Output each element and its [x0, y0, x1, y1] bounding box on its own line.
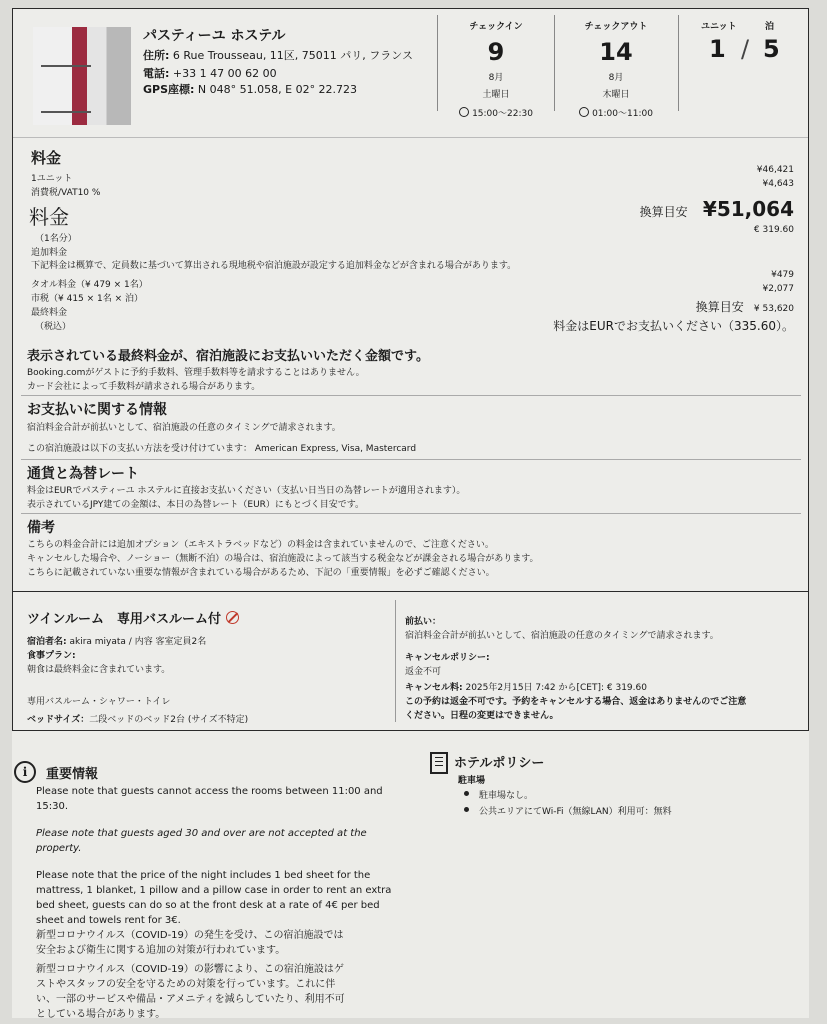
total-label: 料金 — [29, 205, 69, 229]
nights-label: 泊 — [765, 22, 775, 32]
guest-name: 宿泊者名: akira miyata / 内容 客室定員2名 — [27, 637, 207, 647]
policy-heading: ホテルポリシー — [454, 756, 545, 771]
info-icon: i — [14, 761, 36, 783]
room-details-box: ツインルーム 専用バスルーム付 宿泊者名: akira miyata / 内容 客室定員2名 食事プラン: 朝食は最終料金に含まれています。 専用バスルーム・シャワー・トイレ ベッドサイズ：二段ベッドのベッド2台 (サイズ不特定) 前払い： 宿泊料金合計が前払いとして、宿泊施設の任意のタイミングで請求されます。 キャンセルポリシー: 返金不可 キャンセル料: 2025年2月15日 7:42 から[CET]: € 319.60 この予約は返金不可です。予約をキャンセルする場合、返金はありませんのでご注意 ください。日程の変更はできません。 — [12, 591, 809, 731]
clock-icon — [459, 107, 469, 117]
important-heading: 重要情報 — [46, 767, 99, 782]
hotel-name: パスティーユ ホステル — [143, 28, 286, 44]
no-smoking-icon — [226, 611, 239, 624]
document-icon — [430, 752, 448, 774]
units-value: 1 — [709, 35, 726, 63]
total-price: 換算目安 ¥51,064 — [639, 197, 794, 221]
bed-size: ベッドサイズ：二段ベッドのベッド2台 (サイズ不特定) — [27, 715, 249, 725]
reservation-summary-box: パスティーユ ホステル 住所: 6 Rue Trousseau, 11区, 75011 パリ, フランス 電話: +33 1 47 00 62 00 GPS座標: N 048° 51.058, E 02° 22.723 チェックイン 9 8月 土曜日 15:00～22:30 チェックアウト 14 8月 木曜日 01:00～11:00 ユニット 泊 1 / 5 料金 1ユニット ¥46,421 消費税/VAT10 % ¥4,643 料金 換算目安 ¥51,064 € 319.60 （1名分） 追加料金 下記料金は概算で、定員数に基づいて算出される現地税や宿泊施設が設定する追加料金などが含まれる場合があります。 タオル料金（¥ 479 × 1名） ¥479 市税（¥ 415 × 1名 × 泊） ¥2,077 最終料金 （税込） 換算目安 ¥ 53,620 料金はEURでお支払いください（335.60）。 表示されている最終料金が、宿泊施設にお支払いいただく金額です。 Booking.comがゲストに予約手数料、管理手数料等を請求することはありません。 カード会社によって手数料が請求される場合があります。 お支払いに関する情報 宿泊料金合計が前払いとして、宿泊施設の任意のタイミングで請求されます。 この宿泊施設は以下の支払い方法を受け付けています： American Express, Visa, Mastercard 通貨と為替レート 料金はEURでパスティーユ ホステルに直接お支払いください（支払い日当日の為替レートが適用されます）。 表示されているJPY建ての金額は、本日の為替レート（EUR）にもとづく目安です。 備考 こちらの料金合計には追加オプション（エキストラベッドなど）の料金は含まれていませんので、ご注意ください。 キャンセルした場合や、ノーショー（無断不泊）の場合は、宿泊施設によって該当する税金などが課金される場合があります。 こちらに記載されていない重要な情報が含まれている場合があるため、下記の「重要情報」を必ずご確認ください。 — [12, 8, 809, 592]
policy-item: 公共エリアにてWi-Fi（無線LAN）利用可：無料 — [464, 804, 672, 817]
checkin-block: チェックイン 9 8月 土曜日 15:00～22:30 — [438, 19, 554, 119]
important-body: Please note that guests cannot access the rooms between 11:00 and 15:30. Please note that guests aged 30 and over are not accepted at the property. Please note that the price of the night includes 1 bed sheet for the mattress, 1 blanket, 1 pillow and a pillow case in order to rent an extra bed sheet, guests can do so at the front desk at a rate of 4€ per bed sheet and towels rent for 3€. 新型コロナウイルス（COVID-19）の発生を受け、この宿泊施設では 安全および衛生に関する追加の対策が行われています。 新型コロナウイルス（COVID-19）の影響により、この宿泊施設はゲ ストやスタッフの安全を守るための対策を行っています。これに伴 い、一部のサービスや備品・アメニティを減らしていたり、利用不可 としている場合があります。 — [36, 786, 392, 1020]
nights-value: 5 — [763, 35, 780, 63]
checkin-day: 9 — [487, 38, 505, 66]
remarks-heading: 備考 — [27, 520, 55, 536]
hotel-photo — [33, 27, 131, 125]
hotel-phone: 電話: +33 1 47 00 62 00 — [143, 67, 277, 80]
payment-info-heading: お支払いに関する情報 — [27, 402, 167, 418]
final-notice-heading: 表示されている最終料金が、宿泊施設にお支払いいただく金額です。 — [27, 349, 429, 364]
clock-icon — [579, 107, 589, 117]
room-title: ツインルーム 専用バスルーム付 — [27, 608, 239, 627]
hotel-gps: GPS座標: N 048° 51.058, E 02° 22.723 — [143, 83, 358, 96]
hotel-address: 住所: 6 Rue Trousseau, 11区, 75011 パリ, フランス — [143, 49, 413, 62]
final-price: 換算目安 ¥ 53,620 — [695, 300, 794, 314]
checkout-block: チェックアウト 14 8月 木曜日 01:00～11:00 — [555, 19, 677, 119]
checkout-day: 14 — [599, 38, 633, 66]
units-label: ユニット — [701, 22, 737, 32]
policy-item: 駐車場なし。 — [464, 788, 533, 801]
price-heading: 料金 — [31, 149, 62, 167]
cancel-fee: キャンセル料: 2025年2月15日 7:42 から[CET]: € 319.60 — [405, 683, 647, 693]
currency-heading: 通貨と為替レート — [27, 466, 139, 482]
confirmation-sheet: パスティーユ ホステル 住所: 6 Rue Trousseau, 11区, 75011 パリ, フランス 電話: +33 1 47 00 62 00 GPS座標: N 048° 51.058, E 02° 22.723 チェックイン 9 8月 土曜日 15:00～22:30 チェックアウト 14 8月 木曜日 01:00～11:00 ユニット 泊 1 / 5 料金 1ユニット ¥46,421 消費税/VAT10 % ¥4,643 料金 換算目安 ¥51,064 € 319.60 （1名分） 追加料金 下記料金は概算で、定員数に基づいて算出される現地税や宿泊施設が設定する追加料金などが含まれる場合があります。 タオル料金（¥ 479 × 1名） ¥479 市税（¥ 415 × 1名 × 泊） ¥2,077 最終料金 （税込） 換算目安 ¥ 53,620 料金はEURでお支払いください（335.60）。 表示されている最終料金が、宿泊施設にお支払いいただく金額です。 Booking.comがゲストに予約手数料、管理手数料等を請求することはありません。 カード会社によって手数料が請求される場合があります。 お支払いに関する情報 宿泊料金合計が前払いとして、宿泊施設の任意のタイミングで請求されます。 この宿泊施設は以下の支払い方法を受け付けています： American Express, Visa, Mastercard 通貨と為替レート 料金はEURでパスティーユ ホステルに直接お支払いください（支払い日当日の為替レートが適用されます）。 表示されているJPY建ての金額は、本日の為替レート（EUR）にもとづく目安です。 備考 こちらの料金合計には追加オプション（エキストラベッドなど）の料金は含まれていませんので、ご注意ください。 キャンセルした場合や、ノーショー（無断不泊）の場合は、宿泊施設によって該当する税金などが課金される場合があります。 こちらに記載されていない重要な情報が含まれている場合があるため、下記の「重要情報」を必ずご確認ください。 ツインルーム 専用バスルーム付 宿泊者名: akira miyata / 内容 客室定員2名 食事プラン: 朝食は最終料金に含まれています。 専用バスルーム・シャワー・トイレ ベッドサイズ：二段ベッドのベッド2台 (サイズ不特定) 前払い： 宿泊料金合計が前払いとして、宿泊施設の任意のタイミングで請求されます。 キャンセルポリシー: 返金不可 キャンセル料: 2025年2月15日 7:42 から[CET]: € 319.60 この予約は返金不可です。予約をキャンセルする場合、返金はありませんのでご注意 ください。日程の変更はできません。 i 重要情報 Please note that guests cannot access the rooms between 11:00 and 15:30. Please note that guests aged 30 and over are not accepted at the property. Please note that the price of the night includes 1 bed sheet for the mattress, 1 blanket, 1 pillow and a pillow case in order to rent an extra bed sheet, guests can do so at the front desk at a rate of 4€ per bed sheet and towels rent for 3€. 新型コロナウイルス（COVID-19）の発生を受け、この宿泊施設では 安全および衛生に関する追加の対策が行われています。 新型コロナウイルス（COVID-19）の影響により、この宿泊施設はゲ ストやスタッフの安全を守るための対策を行っています。これに伴 い、一部のサービスや備品・アメニティを減らしていたり、利用不可 としている場合があります。 ホテルポリシー 駐車場 駐車場なし。 公共エリアにてWi-Fi（無線LAN）利用可：無料 — [12, 8, 809, 1018]
eur-payment-note: 料金はEURでお支払いください（335.60）。 — [553, 319, 794, 333]
